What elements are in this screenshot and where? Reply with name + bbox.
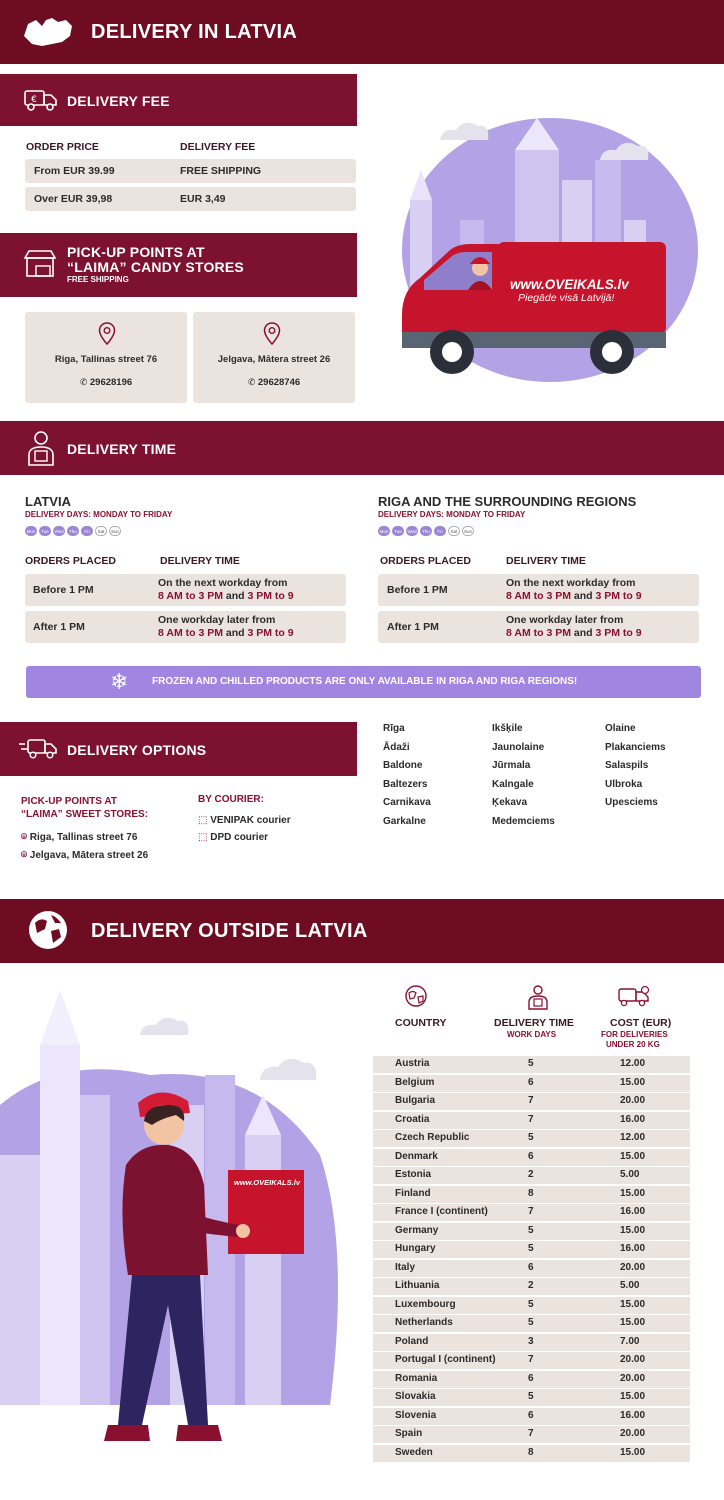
courier-illustration (0, 985, 360, 1465)
row-cost: 20.00 (620, 1261, 646, 1273)
row-days: 7 (528, 1206, 534, 1217)
weekday-pill: Sat (448, 526, 460, 536)
row-days: 2 (528, 1169, 534, 1180)
table-row (373, 1223, 690, 1240)
city-item: Ādaži (383, 741, 410, 753)
table-row (373, 1149, 690, 1166)
time-row (378, 611, 699, 643)
row-cost: 5.00 (620, 1169, 640, 1180)
weekday-pills (378, 526, 476, 536)
time-row-line1: On the next workday from (506, 577, 636, 589)
row-country: Portugal I (continent) (395, 1354, 496, 1365)
table-row (373, 1408, 690, 1425)
city-item: Ikšķile (492, 723, 523, 734)
row-cost: 15.00 (620, 1298, 646, 1310)
store-icon (23, 249, 57, 279)
weekday-pill: Mon (25, 526, 37, 536)
row-country: Finland (395, 1187, 431, 1199)
truck-euro-outline-icon (618, 986, 650, 1008)
options-pickup-item: ⌾ Jelgava, Mātera street 26 (21, 850, 149, 861)
truck-euro-icon (24, 88, 58, 112)
fee-row-fee: EUR 3,49 (180, 193, 226, 205)
row-days: 5 (528, 1298, 534, 1310)
weekday-pill: Tue (392, 526, 404, 536)
row-days: 5 (528, 1132, 534, 1143)
table-row (373, 1371, 690, 1388)
latvia-banner (0, 0, 724, 64)
courier-title: BY COURIER: (198, 794, 264, 805)
table-row (373, 1334, 690, 1351)
fee-row-fee: FREE SHIPPING (180, 165, 262, 177)
pickup-title-line1: PICK-UP POINTS AT (67, 244, 205, 260)
weekday-pill: Fri (434, 526, 446, 536)
time-row-line2: 8 AM to 3 PM and 3 PM to 9 (506, 589, 642, 602)
row-days: 8 (528, 1187, 534, 1199)
globe-icon (27, 909, 69, 951)
row-days: 7 (528, 1113, 534, 1125)
row-country: Sweden (395, 1446, 433, 1458)
time-row-placed: After 1 PM (387, 621, 439, 633)
row-country: Croatia (395, 1113, 430, 1125)
row-days: 3 (528, 1335, 534, 1347)
row-cost: 7.00 (620, 1335, 640, 1347)
row-country: Netherlands (395, 1317, 453, 1328)
delivery-time-bar (0, 421, 724, 475)
region-days: DELIVERY DAYS: MONDAY TO FRIDAY (378, 510, 526, 519)
location-pin-icon: ⌾ (21, 850, 30, 861)
weekday-pill: Thu (67, 526, 79, 536)
row-days: 6 (528, 1150, 534, 1162)
van-url: www.OVEIKALS.lv (510, 277, 629, 292)
pickup-card-jelgava (193, 312, 355, 403)
row-country: Luxembourg (395, 1298, 456, 1310)
courier-item: ⬚ DPD courier (198, 832, 269, 843)
location-pin-icon (263, 322, 281, 346)
weekday-pill: Sun (109, 526, 121, 536)
row-cost: 15.00 (620, 1187, 646, 1199)
phone-icon: ✆ (79, 377, 90, 387)
row-cost: 15.00 (620, 1150, 646, 1162)
row-country: Italy (395, 1261, 416, 1273)
fee-row-price: From EUR 39.99 (34, 165, 115, 177)
table-row (373, 1389, 690, 1406)
city-item: Plakanciems (605, 741, 666, 753)
region-days: DELIVERY DAYS: MONDAY TO FRIDAY (25, 510, 173, 519)
weekday-pill: Wed (406, 526, 418, 536)
time-row-detail (158, 614, 294, 639)
weekday-pill: Thu (420, 526, 432, 536)
courier-icon (25, 429, 57, 467)
pickup-bar (0, 233, 357, 297)
city-item: Ķekava (492, 797, 528, 808)
delivery-options-title: DELIVERY OPTIONS (67, 742, 207, 758)
row-days: 2 (528, 1280, 534, 1291)
city-item: Baltezers (383, 778, 428, 790)
table-row (373, 1093, 690, 1110)
table-row (373, 1315, 690, 1332)
row-cost: 15.00 (620, 1446, 646, 1458)
delivery-time-title: DELIVERY TIME (67, 441, 177, 457)
col-country: COUNTRY (395, 1017, 447, 1029)
courier-outline-icon (526, 984, 550, 1010)
row-country: Czech Republic (395, 1132, 470, 1143)
row-cost: 16.00 (620, 1409, 646, 1421)
courier-item: ⬚ VENIPAK courier (198, 815, 291, 826)
row-country: Germany (395, 1224, 439, 1236)
row-cost: 12.00 (620, 1132, 646, 1143)
row-days: 6 (528, 1409, 534, 1421)
frozen-notice (26, 666, 701, 698)
delivery-time-header: DELIVERY TIME (160, 555, 240, 567)
delivery-fee-bar (0, 74, 357, 126)
pickup-title-line2: “LAIMA” CANDY STORES (67, 259, 244, 275)
pickup-address: Jelgava, Mātera street 26 (217, 354, 331, 365)
fee-row (25, 187, 356, 211)
outside-title: DELIVERY OUTSIDE LATVIA (91, 920, 368, 942)
row-cost: 12.00 (620, 1058, 646, 1069)
time-row-line2: 8 AM to 3 PM and 3 PM to 9 (506, 626, 642, 639)
city-item: Garkalne (383, 815, 426, 827)
row-cost: 20.00 (620, 1354, 646, 1365)
city-item: Rīga (383, 723, 405, 734)
row-days: 5 (528, 1058, 534, 1069)
table-row (373, 1297, 690, 1314)
table-row (373, 1056, 690, 1073)
latvia-map-icon (22, 14, 74, 50)
van-slogan: Piegāde visā Latvijā! (518, 292, 615, 304)
col-days-sub: WORK DAYS (507, 1030, 557, 1039)
row-country: Belgium (395, 1076, 435, 1088)
row-cost: 5.00 (620, 1280, 640, 1291)
snowflake-icon: ❄ (110, 669, 129, 694)
options-pickup-title-line2: “LAIMA” SWEET STORES: (21, 809, 149, 820)
pickup-subtitle: FREE SHIPPING (67, 275, 129, 284)
fast-truck-icon (18, 738, 58, 760)
row-days: 6 (528, 1372, 534, 1384)
col-cost: COST (EUR) (610, 1017, 672, 1029)
box-url: www.OVEIKALS.lv (234, 1178, 300, 1187)
row-days: 5 (528, 1224, 534, 1236)
location-pin-icon (98, 322, 116, 346)
row-cost: 15.00 (620, 1224, 646, 1236)
row-country: Slovakia (395, 1391, 436, 1402)
col-cost-sub1: FOR DELIVERIES (601, 1030, 668, 1039)
row-days: 6 (528, 1261, 534, 1273)
time-row-placed: Before 1 PM (33, 584, 94, 596)
delivery-fee-title: DELIVERY FEE (67, 93, 170, 109)
table-row (373, 1130, 690, 1147)
time-row-line1: On the next workday from (158, 577, 288, 589)
delivery-time-header: DELIVERY TIME (506, 555, 586, 567)
time-row-line2: 8 AM to 3 PM and 3 PM to 9 (158, 626, 294, 639)
row-country: Hungary (395, 1243, 436, 1254)
order-price-header: ORDER PRICE (26, 141, 99, 153)
options-pickup-item: ⌾ Riga, Tallinas street 76 (21, 832, 138, 843)
time-row-placed: Before 1 PM (387, 584, 448, 596)
pickup-card-riga (25, 312, 187, 403)
pickup-phone-row (25, 377, 187, 388)
svg-text:€: € (31, 95, 37, 105)
pickup-phone-row (193, 377, 355, 388)
city-item: Jaunolaine (492, 741, 545, 753)
city-item: Jūrmala (492, 760, 531, 771)
time-row-detail (158, 577, 294, 602)
row-country: Romania (395, 1372, 438, 1384)
cities-col2 (492, 720, 555, 831)
weekday-pill: Fri (81, 526, 93, 536)
row-days: 7 (528, 1095, 534, 1106)
city-item: Carnikava (383, 797, 431, 808)
city-item: Medemciems (492, 815, 555, 827)
table-row (373, 1260, 690, 1277)
table-row (373, 1445, 690, 1462)
table-row (373, 1278, 690, 1295)
row-country: Austria (395, 1058, 430, 1069)
city-item: Baldone (383, 760, 423, 771)
time-row-placed: After 1 PM (33, 621, 85, 633)
table-row (373, 1167, 690, 1184)
time-row-line1: One workday later from (158, 614, 276, 626)
outside-banner (0, 899, 724, 963)
fee-row-price: Over EUR 39,98 (34, 193, 113, 205)
row-cost: 20.00 (620, 1095, 646, 1106)
row-country: Denmark (395, 1150, 438, 1162)
row-days: 8 (528, 1446, 534, 1458)
weekday-pill: Sat (95, 526, 107, 536)
weekday-pill: Sun (462, 526, 474, 536)
col-cost-sub2: UNDER 20 KG (606, 1040, 660, 1049)
row-country: France I (continent) (395, 1206, 488, 1217)
city-item: Salaspils (605, 760, 649, 771)
row-days: 5 (528, 1317, 534, 1328)
row-cost: 15.00 (620, 1317, 646, 1328)
time-row-detail (506, 614, 642, 639)
row-cost: 20.00 (620, 1428, 646, 1439)
weekday-pill: Tue (39, 526, 51, 536)
row-days: 7 (528, 1428, 534, 1439)
orders-placed-header: ORDERS PLACED (380, 555, 472, 567)
table-row (373, 1426, 690, 1443)
time-row (25, 611, 346, 643)
cities-col3 (605, 720, 666, 813)
delivery-van-illustration (380, 100, 710, 390)
row-cost: 16.00 (620, 1206, 646, 1217)
table-row (373, 1241, 690, 1258)
time-row-line1: One workday later from (506, 614, 624, 626)
pickup-phone[interactable]: 29628746 (257, 377, 301, 388)
package-icon: ⬚ (198, 815, 211, 826)
region-name: RIGA AND THE SURROUNDING REGIONS (378, 494, 637, 509)
delivery-fee-header: DELIVERY FEE (180, 141, 256, 153)
row-cost: 15.00 (620, 1076, 646, 1088)
row-cost: 15.00 (620, 1391, 646, 1402)
fee-row (25, 159, 356, 183)
row-cost: 20.00 (620, 1372, 646, 1384)
page-title: DELIVERY IN LATVIA (91, 21, 298, 43)
location-pin-icon: ⌾ (21, 832, 30, 843)
city-item: Olaine (605, 723, 636, 734)
row-country: Estonia (395, 1169, 432, 1180)
table-row (373, 1112, 690, 1129)
city-item: Upesciems (605, 797, 658, 808)
region-latvia (0, 494, 360, 644)
weekday-pill: Wed (53, 526, 65, 536)
weekday-pill: Mon (378, 526, 390, 536)
frozen-notice-text: FROZEN AND CHILLED PRODUCTS ARE ONLY AVAILABLE IN RIGA AND RIGA REGIONS! (152, 676, 578, 687)
pickup-phone[interactable]: 29628196 (89, 377, 133, 388)
table-row (373, 1186, 690, 1203)
row-country: Spain (395, 1428, 423, 1439)
table-row (373, 1204, 690, 1221)
region-riga (353, 494, 713, 644)
time-row (378, 574, 699, 606)
delivery-options-bar (0, 722, 357, 776)
row-country: Slovenia (395, 1409, 437, 1421)
row-days: 5 (528, 1243, 534, 1254)
row-days: 7 (528, 1354, 534, 1365)
region-name: LATVIA (25, 494, 71, 509)
row-cost: 16.00 (620, 1113, 646, 1125)
time-row (25, 574, 346, 606)
package-icon: ⬚ (198, 832, 211, 843)
orders-placed-header: ORDERS PLACED (25, 555, 117, 567)
table-row (373, 1075, 690, 1092)
table-row (373, 1352, 690, 1369)
globe-outline-icon (404, 984, 428, 1008)
weekday-pills (25, 526, 123, 536)
time-row-line2: 8 AM to 3 PM and 3 PM to 9 (158, 589, 294, 602)
pickup-address: Riga, Tallinas street 76 (54, 354, 158, 365)
row-cost: 16.00 (620, 1243, 646, 1254)
cities-col1 (383, 720, 431, 831)
phone-icon: ✆ (247, 377, 258, 387)
city-item: Kalngale (492, 778, 534, 790)
city-item: Ulbroka (605, 778, 643, 790)
row-days: 5 (528, 1391, 534, 1402)
col-days: DELIVERY TIME (494, 1017, 574, 1029)
row-country: Bulgaria (395, 1095, 436, 1106)
row-country: Poland (395, 1335, 429, 1347)
time-row-detail (506, 577, 642, 602)
row-country: Lithuania (395, 1280, 440, 1291)
options-pickup-title-line1: PICK-UP POINTS AT (21, 796, 117, 807)
row-days: 6 (528, 1076, 534, 1088)
